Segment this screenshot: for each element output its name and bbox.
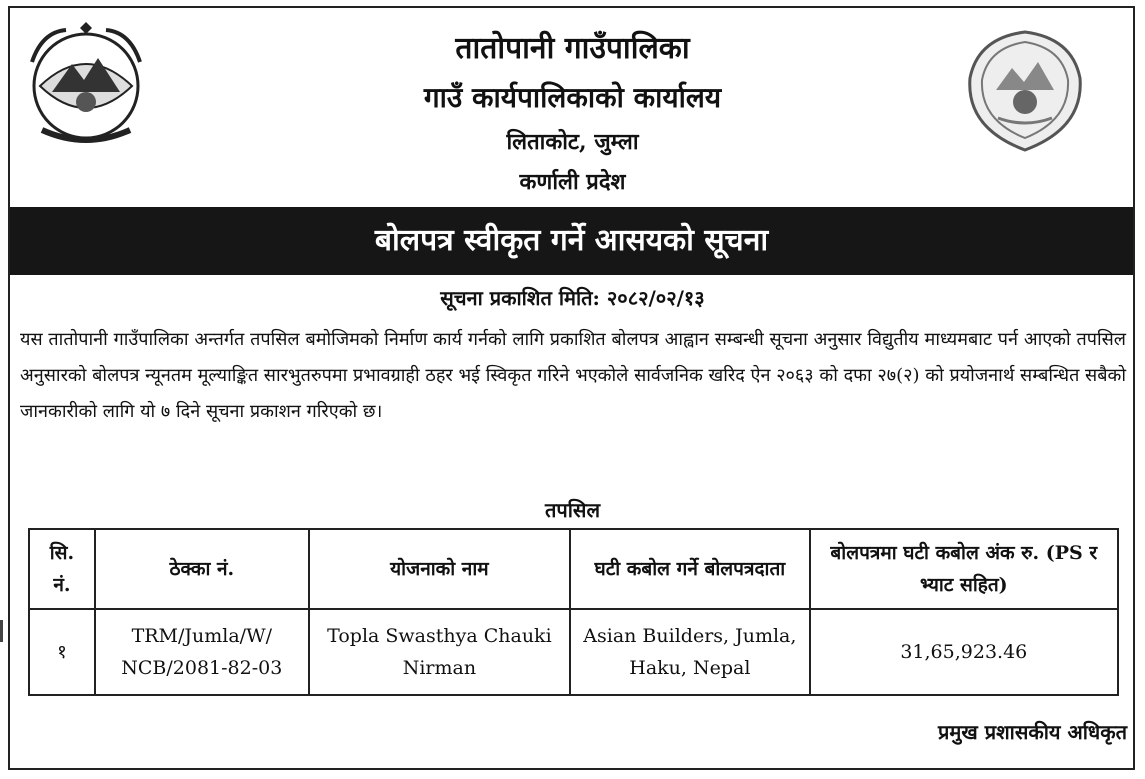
notice-body-paragraph: यस तातोपानी गाउँपालिका अन्तर्गत तपसिल बमोजिमको निर्माण कार्य गर्नको लागि प्रकाशित बोलपत्र आह्वान सम्बन्धी सूचना अनुसार विद्युतीय माध्यमबाट पर्न आएको तपसिल अनुसारको बोलपत्र न्यूनतम मूल्याङ्कित सारभुतरुपमा प्रभावग्राही ठहर भई स्विकृत गरिने भएकोले सार्वजनिक खरिद ऐन २०६३ को दफा २७(२) को प्रयोजनार्थ सम्बन्धित सबैको जानकारीको लागि यो ७ दिने सूचना प्रकाशन गरिएको छ। bbox=[20, 329, 1126, 422]
cell-bid-amount: 31,65,923.46 bbox=[810, 609, 1118, 695]
province-name: कर्णाली प्रदेश bbox=[519, 169, 626, 195]
col-header-bid-amount: बोलपत्रमा घटी कबोल अंक रु. (PS र भ्याट सहित) bbox=[810, 529, 1118, 609]
published-date: सूचना प्रकाशित मिति: २०८२/०२/१३ bbox=[440, 286, 705, 310]
edge-mark bbox=[0, 620, 3, 642]
bid-details-table bbox=[28, 528, 1119, 696]
col-header-bidder: घटी कबोल गर्ने बोलपत्रदाता bbox=[570, 529, 809, 609]
notice-title-banner: बोलपत्र स्वीकृत गर्ने आसयको सूचना bbox=[10, 207, 1133, 275]
cell-serial: १ bbox=[29, 609, 95, 695]
col-header-contract-no: ठेक्का नं. bbox=[95, 529, 309, 609]
municipality-name: तातोपानी गाउँपालिका bbox=[455, 31, 690, 66]
cell-contract-no: TRM/Jumla/W/ NCB/2081-82-03 bbox=[95, 609, 309, 695]
cell-project-name: Topla Swasthya Chauki Nirman bbox=[309, 609, 570, 695]
table-row bbox=[29, 609, 1118, 695]
table-header-row bbox=[29, 529, 1118, 609]
office-location: लिताकोट, जुम्ला bbox=[506, 129, 639, 155]
col-header-project-name: योजनाको नाम bbox=[309, 529, 570, 609]
office-name: गाउँ कार्यपालिकाको कार्यालय bbox=[423, 81, 722, 114]
col-header-serial: सि. नं. bbox=[29, 529, 95, 609]
cell-bidder: Asian Builders, Jumla, Haku, Nepal bbox=[570, 609, 809, 695]
signatory-title: प्रमुख प्रशासकीय अधिकृत bbox=[938, 720, 1127, 744]
table-caption: तपसिल bbox=[544, 498, 601, 522]
